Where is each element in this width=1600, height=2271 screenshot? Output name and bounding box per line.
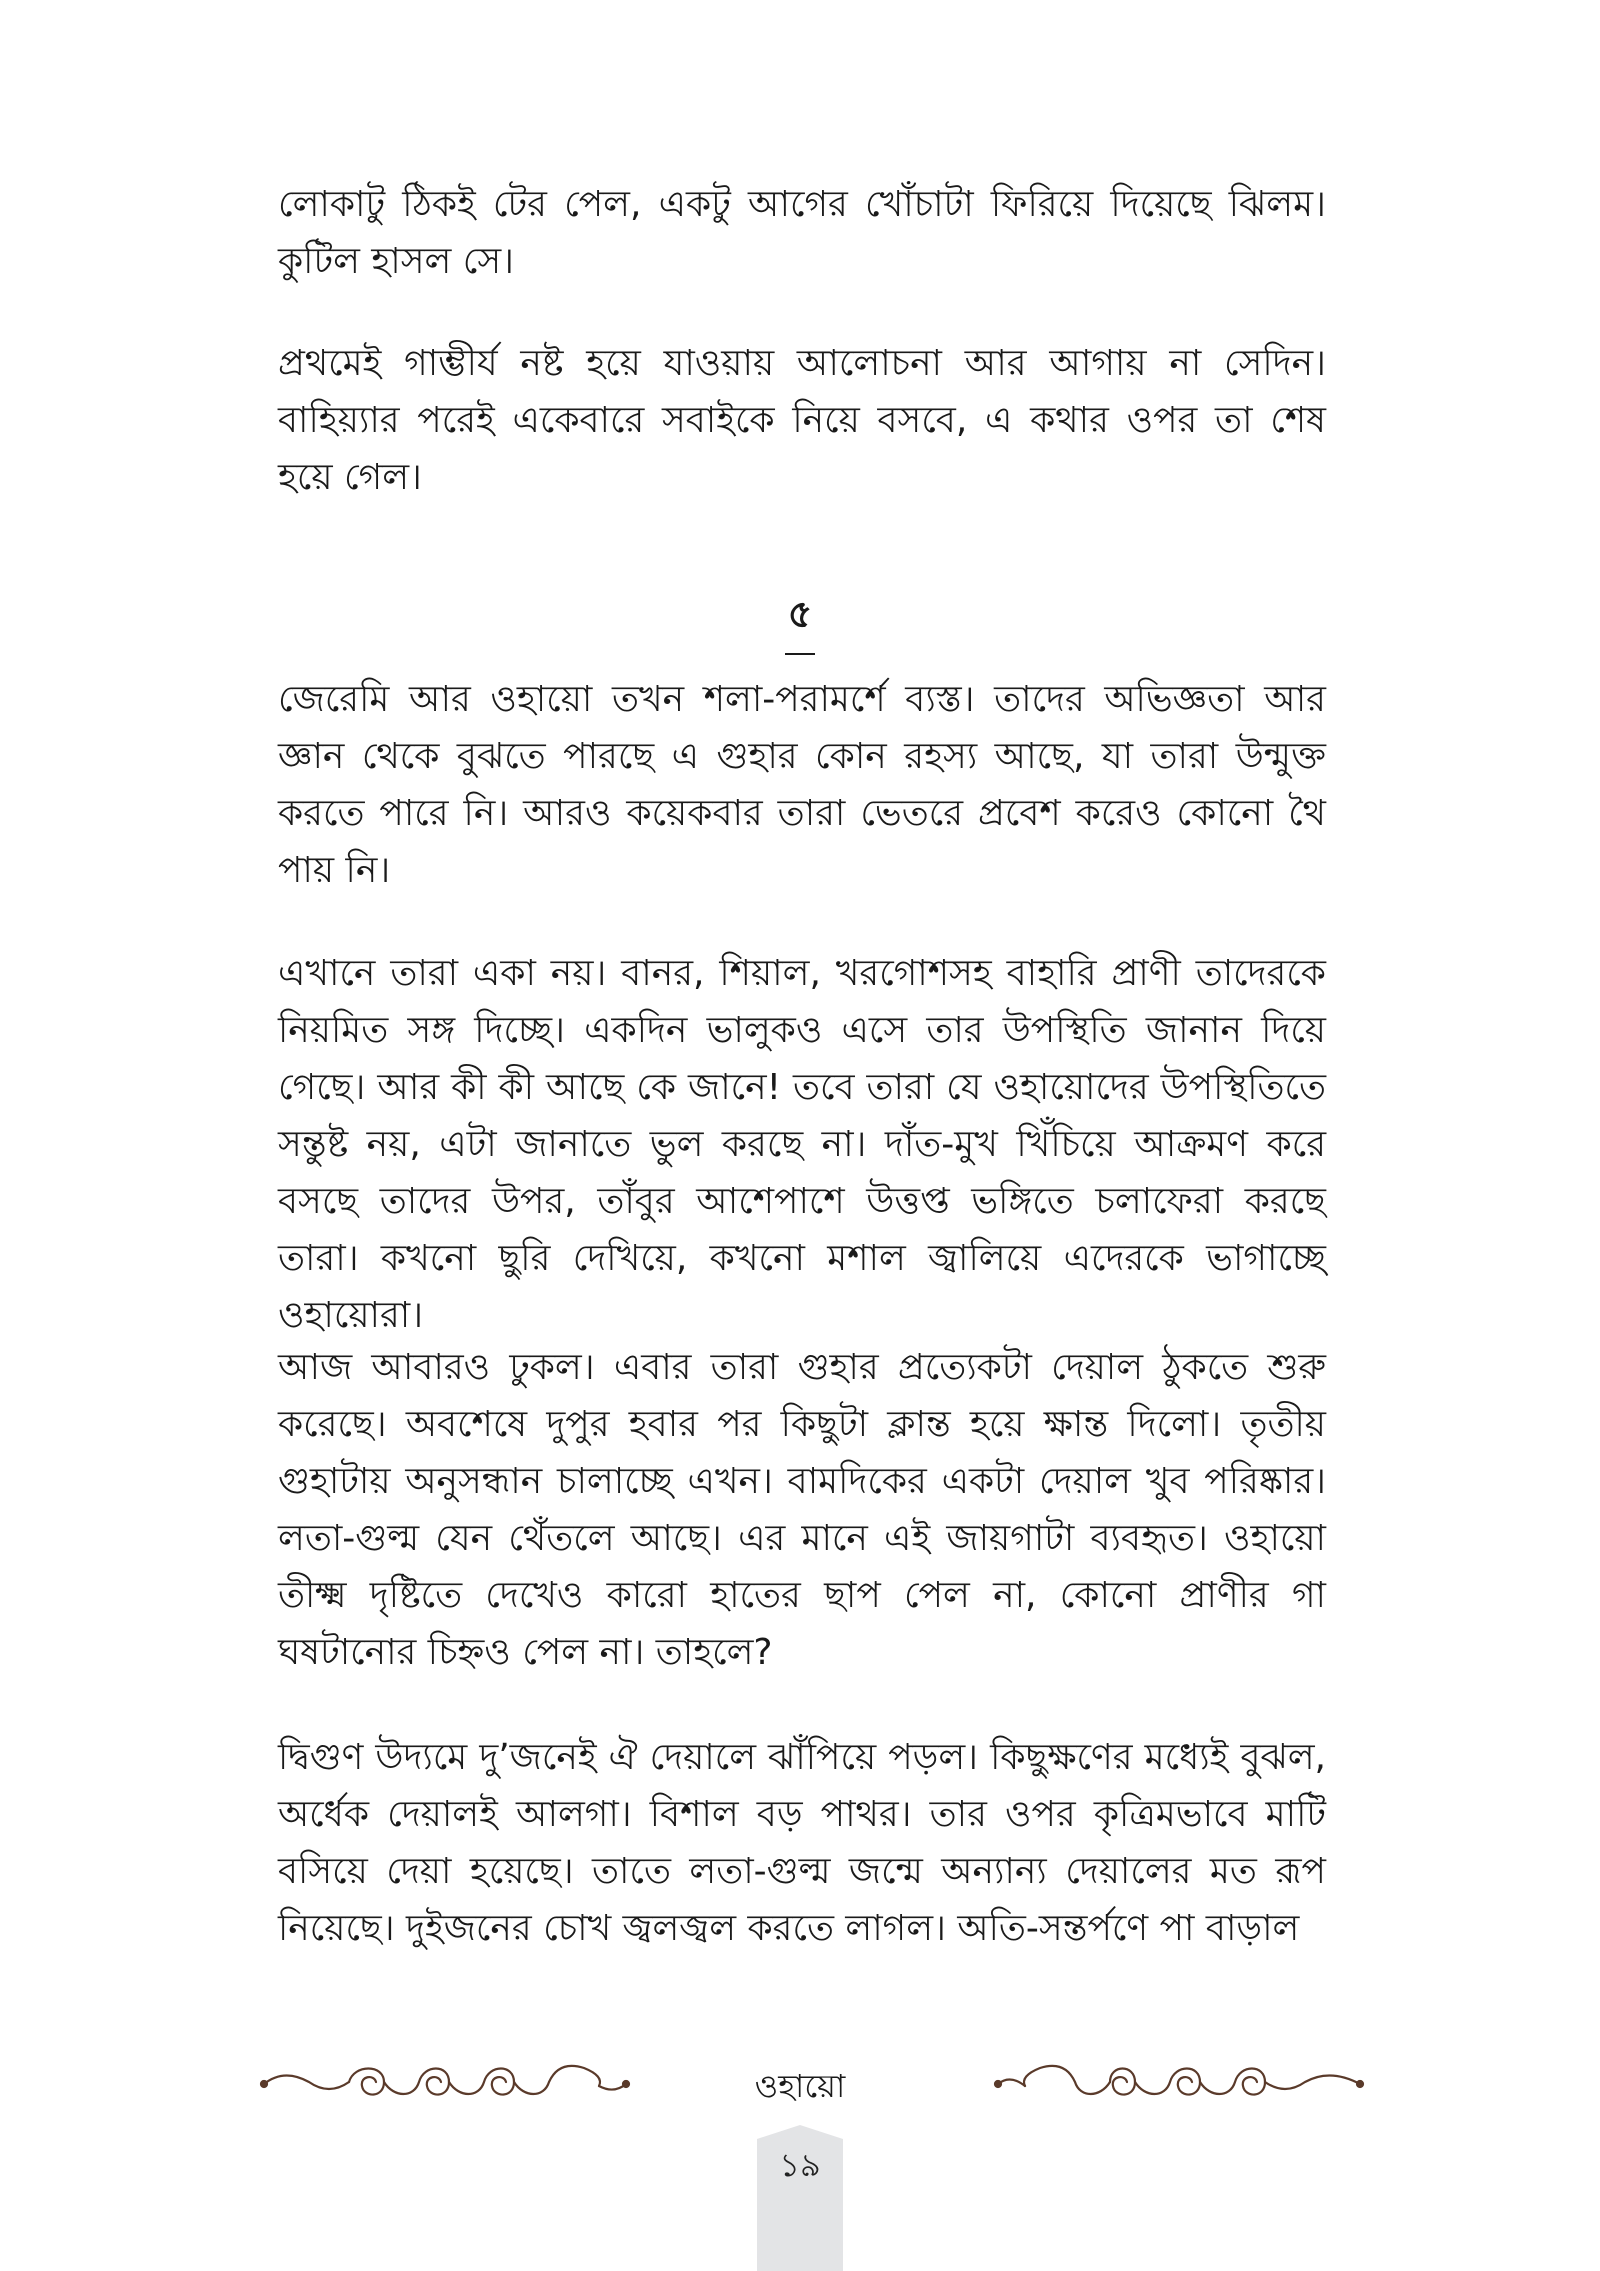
page-number: ১৯ [779, 2146, 821, 2184]
paragraph: প্রথমেই গাম্ভীর্য নষ্ট হয়ে যাওয়ায় আলোচনা আর আগায় না সেদিন। বাহিয়্যার পরেই একেবারে সবাইকে নিয়ে বসবে, এ কথার ওপর তা শেষ হয়ে গেল। [278, 343, 1326, 498]
chapter-number: ৫ [787, 592, 813, 636]
chapter-underline [785, 653, 815, 655]
chapter-heading [0, 585, 1600, 655]
flourish-ornament-right [990, 2046, 1370, 2116]
paragraph: দ্বিগুণ উদ্যমে দু’জনেই ঐ দেয়ালে ঝাঁপিয়ে পড়ল। কিছুক্ষণের মধ্যেই বুঝল, অর্ধেক দেয়ালই আলগা। বিশাল বড় পাথর। তার ওপর কৃত্রিমভাবে মাটি বসিয়ে দেয়া হয়েছে। তাতে লতা-গুল্ম জন্মে অন্যান্য দেয়ালের মত রূপ নিয়েছে। দুইজনের চোখ জ্বলজ্বল করতে লাগল। অতি-সন্তর্পণে পা বাড়াল [278, 1737, 1326, 1949]
paragraph: লোকাটু ঠিকই টের পেল, একটু আগের খোঁচাটা ফিরিয়ে দিয়েছে ঝিলম। কুটিল হাসল সে। [278, 184, 1326, 282]
paragraph: এখানে তারা একা নয়। বানর, শিয়াল, খরগোশসহ বাহারি প্রাণী তাদেরকে নিয়মিত সঙ্গ দিচ্ছে। একদিন ভালুকও এসে তার উপস্থিতি জানান দিয়ে গেছে। আর কী কী আছে কে জানে! তবে তারা যে ওহায়োদের উপস্থিতিতে সন্তুষ্ট নয়, এটা জানাতে ভুল করছে না। দাঁত-মুখ খিঁচিয়ে আক্রমণ করে বসছে তাদের উপর, তাঁবুর আশেপাশে উত্তপ্ত ভঙ্গিতে চলাফেরা করছে তারা। কখনো ছুরি দেখিয়ে, কখনো মশাল জ্বালিয়ে এদেরকে ভাগাচ্ছে ওহায়োরা। [278, 953, 1326, 1336]
running-footer-title: ওহায়ো [754, 2067, 846, 2105]
paragraph: জেরেমি আর ওহায়ো তখন শলা-পরামর্শে ব্যস্ত। তাদের অভিজ্ঞতা আর জ্ঞান থেকে বুঝতে পারছে এ গুহার কোন রহস্য আছে, যা তারা উন্মুক্ত করতে পারে নি। আরও কয়েকবার তারা ভেতরে প্রবেশ করেও কোনো থৈ পায় নি। [278, 679, 1326, 891]
paragraph: আজ আবারও ঢুকল। এবার তারা গুহার প্রত্যেকটা দেয়াল ঠুকতে শুরু করেছে। অবশেষে দুপুর হবার পর কিছুটা ক্লান্ত হয়ে ক্ষান্ত দিলো। তৃতীয় গুহাটায় অনুসন্ধান চালাচ্ছে এখন। বামদিকের একটা দেয়াল খুব পরিষ্কার। লতা-গুল্ম যেন থেঁতলে আছে। এর মানে এই জায়গাটা ব্যবহৃত। ওহায়ো তীক্ষ্ম দৃষ্টিতে দেখেও কারো হাতের ছাপ পেল না, কোনো প্রাণীর গা ঘষটানোর চিহ্নও পেল না। তাহলে? [278, 1347, 1326, 1673]
